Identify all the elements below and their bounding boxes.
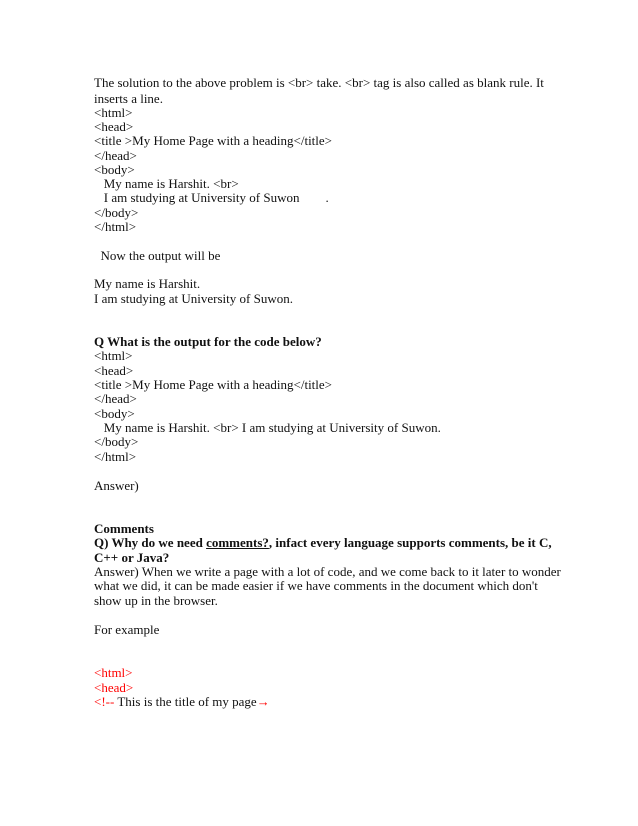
intro-text: The solution to the above problem is <br> take. <br> tag is also called as blank rule. It xyxy=(94,75,544,90)
answer-text: what we did, it can be made easier if we have comments in the document which don't xyxy=(94,578,538,593)
answer-text: Answer) When we write a page with a lot of code, and we come back to it later to wonder xyxy=(94,564,561,579)
example-code-line: <html> xyxy=(94,665,133,680)
intro-text: inserts a line. xyxy=(94,91,163,106)
code-line: <html> xyxy=(94,348,133,363)
code-line: </html> xyxy=(94,449,137,464)
example-comment-line xyxy=(94,695,270,709)
answer-label: Answer) xyxy=(94,478,139,493)
code-line: My name is Harshit. <br> I am studying at University of Suwon. xyxy=(94,420,441,435)
code-line: </body> xyxy=(94,205,139,220)
code-line: </body> xyxy=(94,434,139,449)
output-line: I am studying at University of Suwon. xyxy=(94,291,293,306)
comments-question-line2: C++ or Java? xyxy=(94,550,170,565)
code-line: My name is Harshit. <br> xyxy=(94,176,239,191)
code-line: <body> xyxy=(94,406,135,421)
right-arrow-icon: → xyxy=(256,694,270,709)
code-line: </head> xyxy=(94,391,137,406)
example-code-line: <head> xyxy=(94,680,134,695)
question-heading: Q What is the output for the code below? xyxy=(94,334,322,349)
example-label: For example xyxy=(94,622,160,637)
code-line: <html> xyxy=(94,105,133,120)
code-line: I am studying at University of Suwon . xyxy=(94,190,329,205)
question-prefix: Q) Why do we need xyxy=(94,535,207,550)
output-line: My name is Harshit. xyxy=(94,276,201,291)
code-line: <title >My Home Page with a heading</title> xyxy=(94,377,333,392)
code-line: <title >My Home Page with a heading</title> xyxy=(94,133,333,148)
comments-heading: Comments xyxy=(94,521,154,536)
code-line: <body> xyxy=(94,162,135,177)
comment-open-tag: <!-- xyxy=(94,694,115,709)
comments-question xyxy=(94,536,552,550)
output-intro: Now the output will be xyxy=(94,248,221,263)
answer-text: show up in the browser. xyxy=(94,593,218,608)
question-suffix: , infact every language supports comments, be it C, xyxy=(268,535,552,550)
comment-text: This is the title of my page xyxy=(114,694,257,709)
code-line: </html> xyxy=(94,219,137,234)
code-line: </head> xyxy=(94,148,137,163)
code-line: <head> xyxy=(94,363,134,378)
code-line: <head> xyxy=(94,119,134,134)
comments-link[interactable]: comments? xyxy=(206,535,269,550)
